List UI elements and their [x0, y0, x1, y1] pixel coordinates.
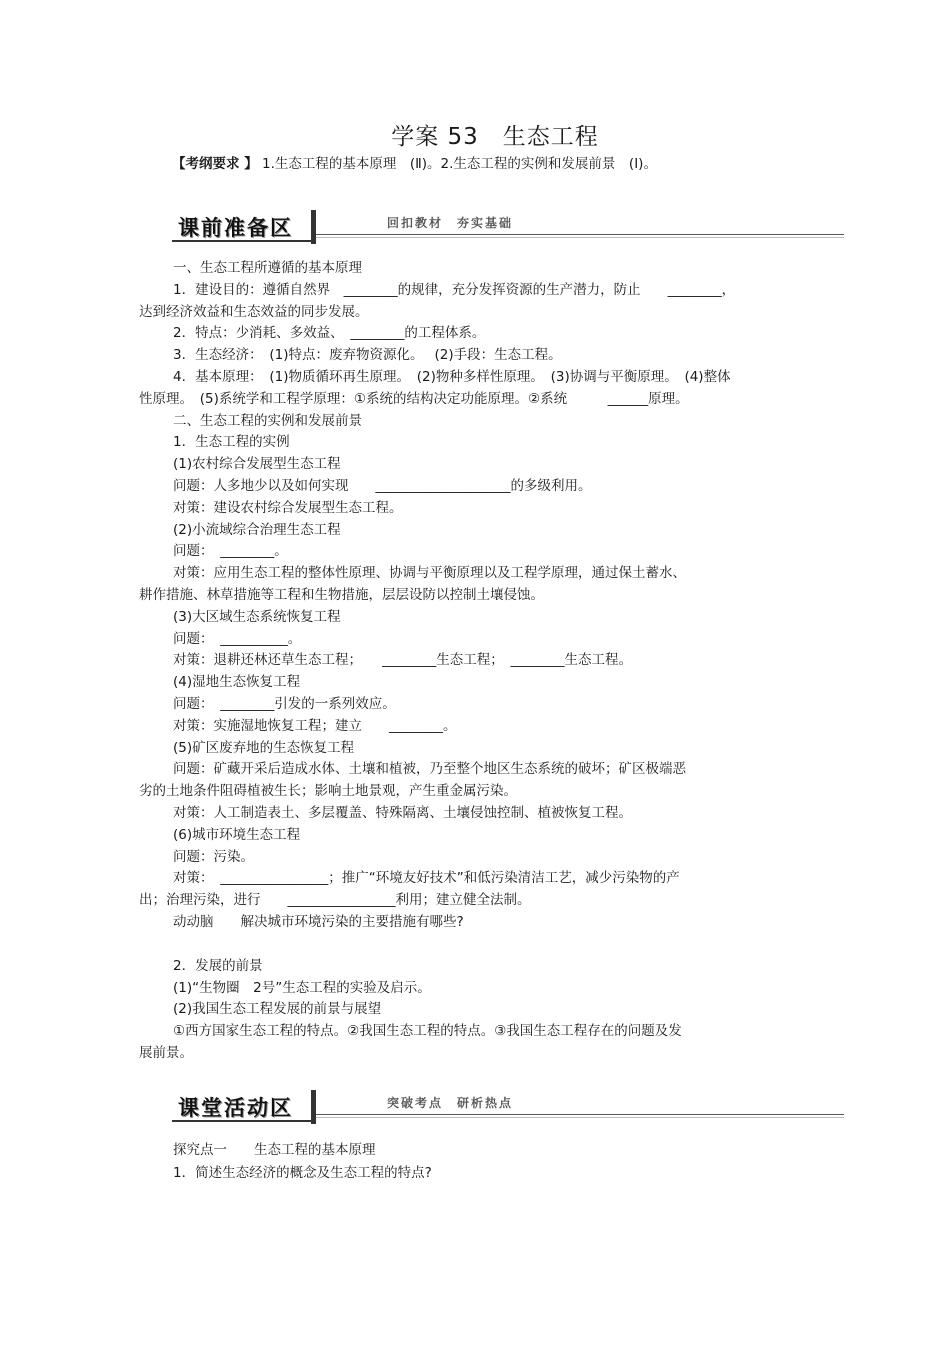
text-line: (1)农村综合发展型生态工程	[173, 456, 341, 473]
banner-underline	[172, 240, 311, 242]
section-preparation-content	[139, 258, 819, 1065]
heading-examples: 二、生态工程的实例和发展前景	[173, 412, 362, 429]
text-line: (6)城市环境生态工程	[173, 826, 301, 843]
inquiry-heading: 探究点一 生态工程的基本原理	[173, 1142, 376, 1158]
text-line: 耕作措施、林草措施等工程和生物措施，层层设防以控制土壤侵蚀。	[139, 586, 544, 603]
text-line: 问题：矿藏开采后造成水体、土壤和植被，乃至整个地区生态系统的破坏；矿区极端恶	[173, 761, 686, 778]
text-line: 问题：人多地少以及如何实现 ____________________的多级利用。	[173, 477, 592, 494]
banner-subtitle: 回扣教材 夯实基础	[387, 216, 514, 230]
text-line: 2．特点：少消耗、多效益、 ________的工程体系。	[173, 325, 486, 342]
banner-underline	[172, 1120, 311, 1122]
text-line: (2)我国生态工程发展的前景与展望	[173, 1001, 382, 1018]
text-line: 对策：应用生态工程的整体性原理、协调与平衡原理以及工程学原理，通过保土蓄水、	[173, 565, 686, 582]
requirements-text: 1.生态工程的基本原理 (Ⅱ)。2.生态工程的实例和发展前景 (Ⅰ)。	[257, 156, 657, 172]
text-line: ①西方国家生态工程的特点。②我国生态工程的特点。③我国生态工程存在的问题及发	[173, 1023, 682, 1040]
answer-space	[139, 934, 819, 956]
text-line: (4)湿地生态恢复工程	[173, 674, 301, 691]
text-line: 3．生态经济： (1)特点：废弃物资源化。 (2)手段：生态工程。	[173, 347, 562, 364]
banner-divider	[311, 1090, 316, 1124]
text-line: (1)“生物圈 2号”生态工程的实验及启示。	[173, 979, 431, 996]
text-line: 问题： ________。	[173, 543, 288, 560]
text-line: 对策：人工制造表土、多层覆盖、特殊隔离、土壤侵蚀控制、植被恢复工程。	[173, 804, 632, 821]
banner-rule-shadow	[316, 237, 844, 238]
text-line: 劣的土地条件阻碍植被生长；影响土地景观，产生重金属污染。	[139, 783, 517, 800]
banner-subtitle: 突破考点 研析热点	[387, 1096, 514, 1110]
text-line: 对策：建设农村综合发展型生态工程。	[173, 499, 403, 516]
think-question: 动动脑 解决城市环境污染的主要措施有哪些?	[173, 913, 464, 930]
section-banner-preparation	[172, 210, 844, 246]
inquiry-question: 1．简述生态经济的概念及生态工程的特点?	[173, 1165, 432, 1181]
text-line: 展前景。	[139, 1044, 193, 1061]
text-line: (3)大区域生态系统恢复工程	[173, 608, 341, 625]
banner-rule	[316, 234, 844, 235]
text-line: 4．基本原理： (1)物质循环再生原理。 (2)物种多样性原理。 (3)协调与平衡原理。 (4)整体	[173, 368, 731, 385]
text-line: 对策：退耕还林还草生态工程； ________生态工程； ________生态工程。	[173, 652, 632, 669]
text-line: 问题：污染。	[173, 848, 254, 865]
text-line: 1．建设目的：遵循自然界 ________的规律，充分发挥资源的生产潜力，防止 ________，	[173, 281, 736, 298]
banner-label: 课前准备区	[178, 216, 293, 240]
text-line: 2．发展的前景	[173, 957, 263, 974]
text-line: 出；治理污染，进行 ________________利用；建立健全法制。	[139, 892, 531, 909]
heading-principles: 一、生态工程所遵循的基本原理	[173, 260, 362, 276]
syllabus-requirements	[172, 152, 657, 172]
text-line: 对策：实施湿地恢复工程；建立 ________。	[173, 717, 457, 734]
page-title: 学案 53 生态工程	[391, 124, 599, 150]
requirements-tag: 【考纲要求 】	[172, 156, 258, 172]
banner-rule-shadow	[316, 1117, 844, 1118]
section-classroom-content	[139, 1139, 819, 1185]
banner-label: 课堂活动区	[178, 1096, 293, 1120]
text-line: 1．生态工程的实例	[173, 434, 290, 451]
text-line: 达到经济效益和生态效益的同步发展。	[139, 303, 369, 320]
text-line: 对策： ________________；推广“环境友好技术”和低污染清洁工艺，减少污染物的产	[173, 870, 680, 887]
text-line: 问题： __________。	[173, 630, 302, 647]
section-banner-classroom	[172, 1090, 844, 1126]
banner-divider	[311, 210, 316, 244]
banner-rule	[316, 1114, 844, 1115]
text-line: 问题： ________引发的一系列效应。	[173, 695, 396, 712]
text-line: (5)矿区废弃地的生态恢复工程	[173, 739, 355, 756]
text-line: 性原理。 (5)系统学和工程学原理：①系统的结构决定功能原理。②系统 ______原理。	[139, 390, 689, 407]
text-line: (2)小流域综合治理生态工程	[173, 521, 341, 538]
